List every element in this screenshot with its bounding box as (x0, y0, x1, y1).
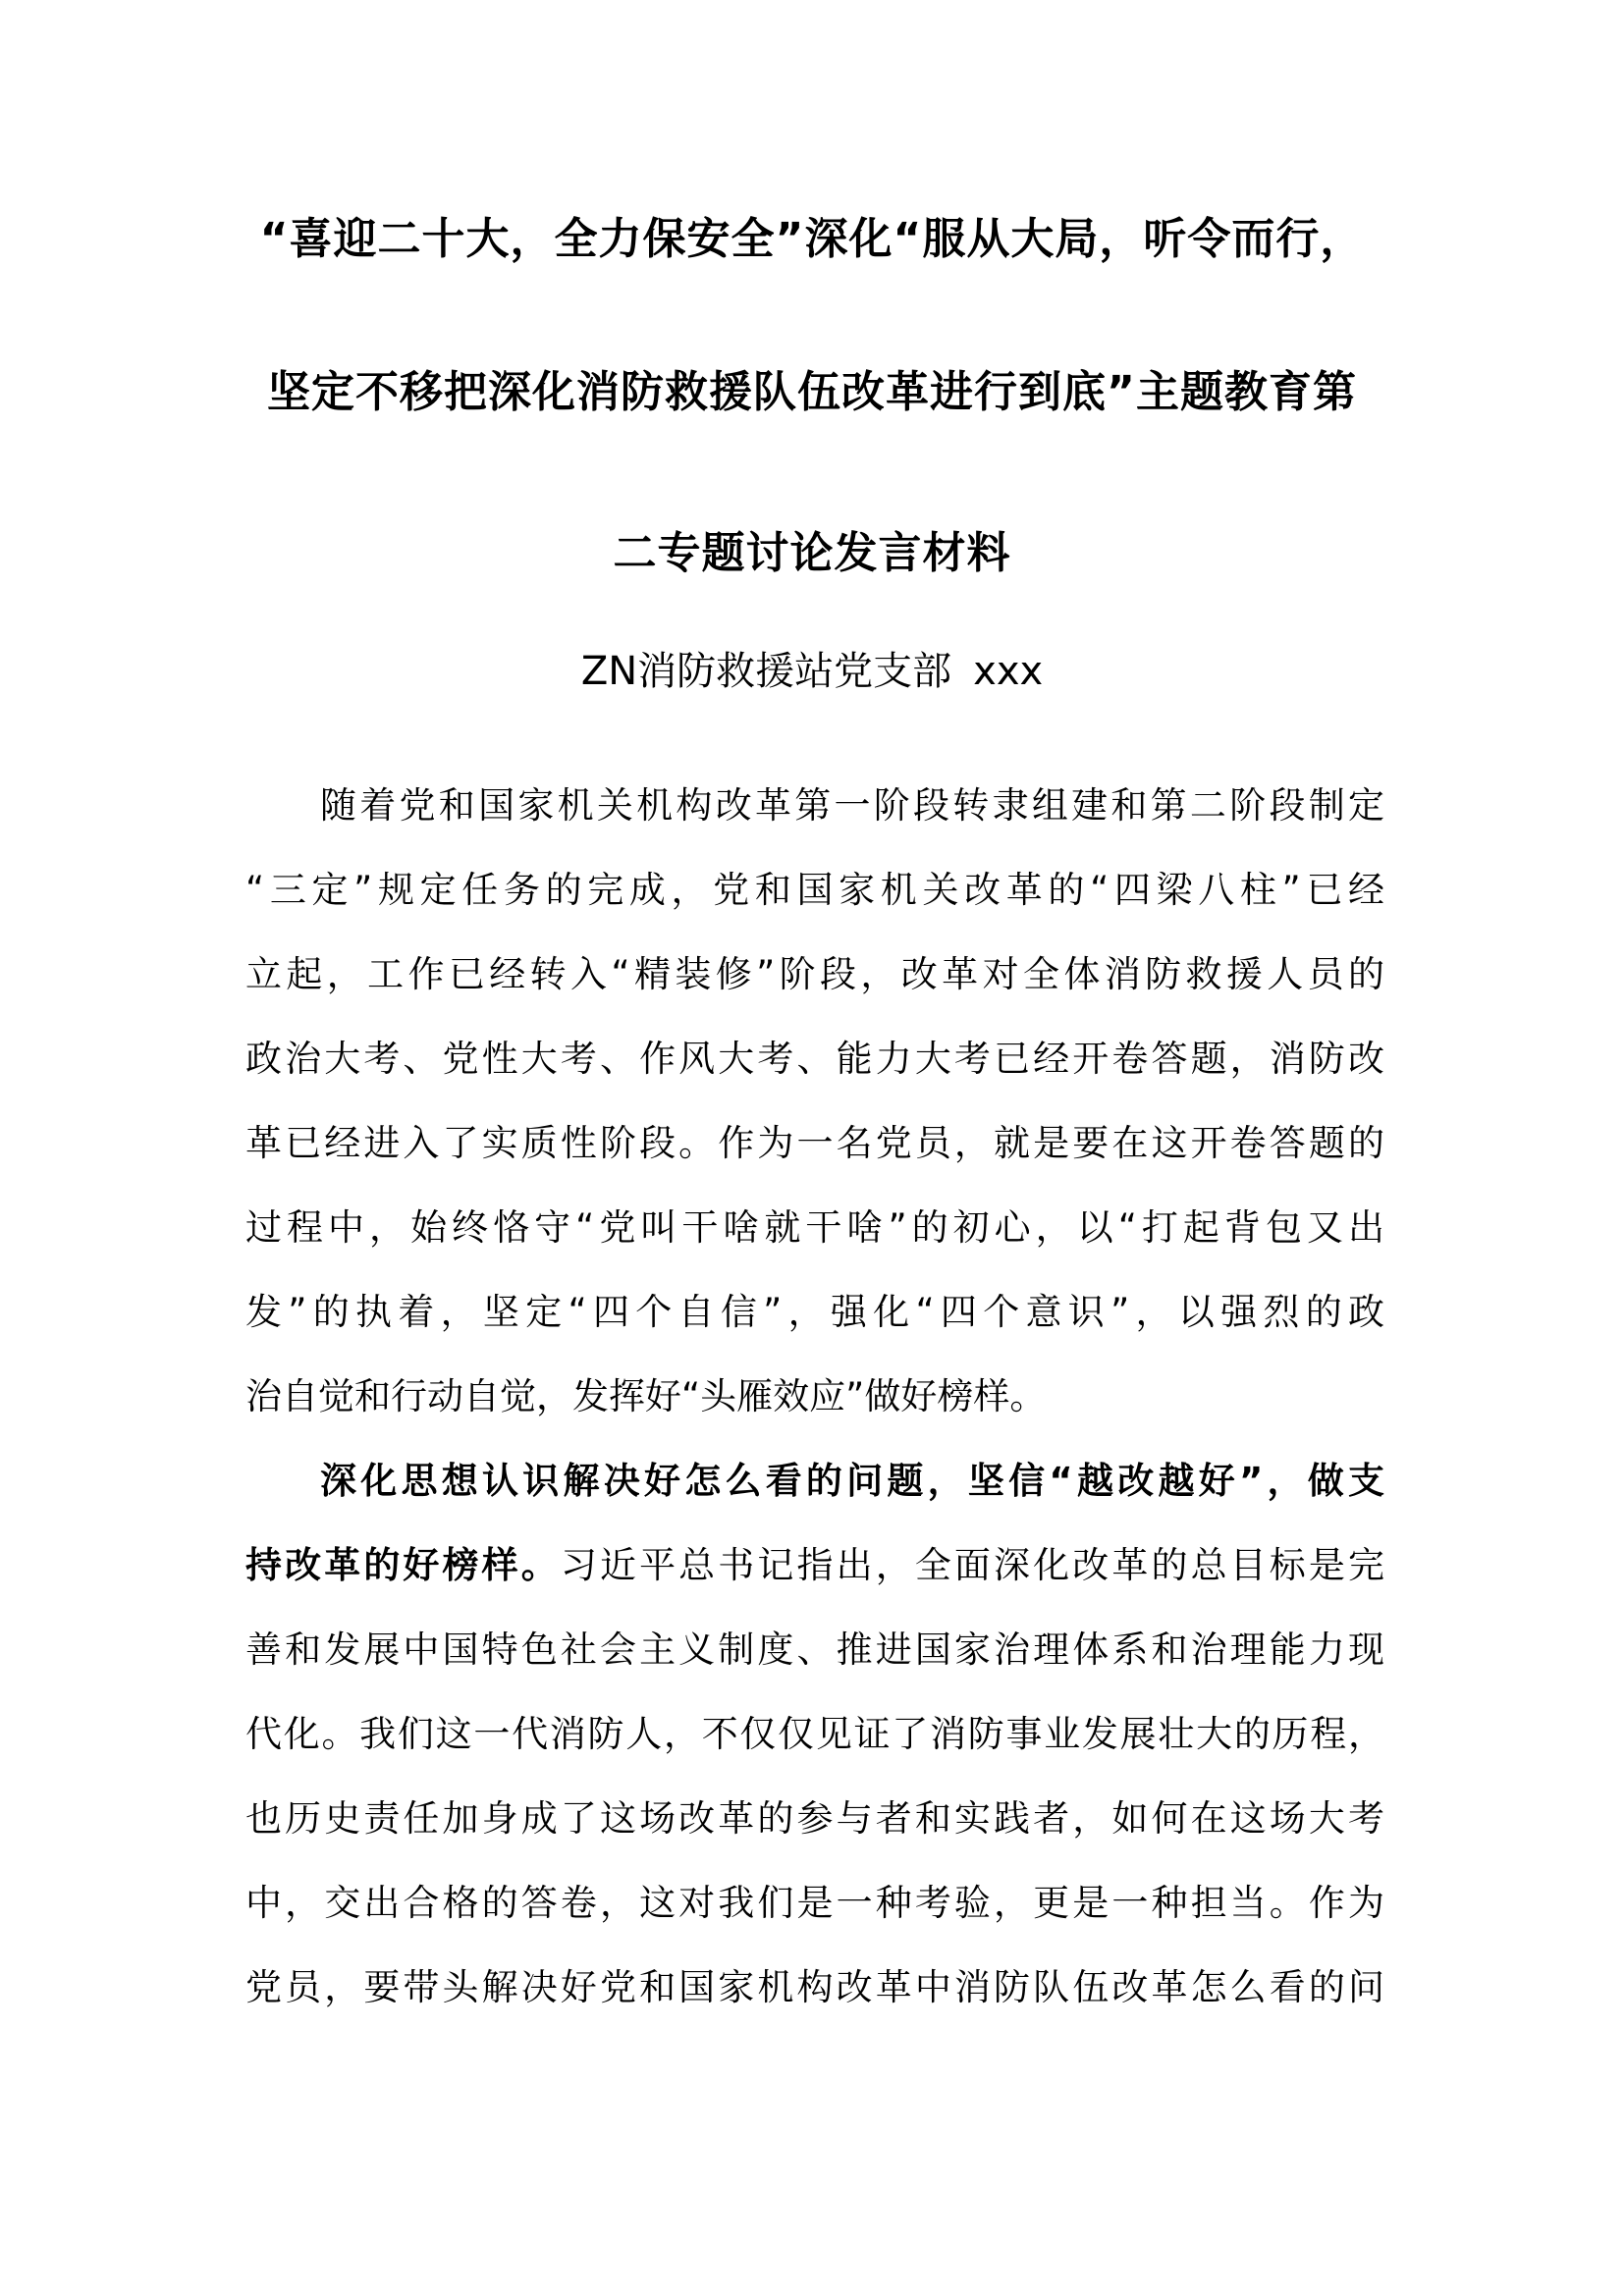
paragraph-1 (245, 764, 1384, 1439)
paragraph-line (245, 1523, 1384, 1608)
author-line (0, 644, 1624, 699)
author-org: ZN消防救援站党支部 (580, 649, 952, 694)
paragraph-line: 善和发展中国特色社会主义制度、推进国家治理体系和治理能力现 (245, 1629, 1384, 1671)
paragraph-line: 革已经进入了实质性阶段。作为一名党员，就是要在这开卷答题的 (245, 1122, 1384, 1164)
paragraph-line: 立起，工作已经转入“精装修”阶段，改革对全体消防救援人员的 (245, 953, 1384, 995)
paragraph-line: 治自觉和行动自觉，发挥好“头雁效应”做好榜样。 (245, 1375, 1047, 1417)
paragraph-2 (245, 1439, 1384, 2030)
paragraph-line: 代化。我们这一代消防人，不仅仅见证了消防事业发展壮大的历程， (245, 1713, 1384, 1755)
paragraph-line: “三定”规定任务的完成，党和国家机关改革的“四梁八柱”已经 (245, 869, 1384, 911)
document-title-line-3: 二专题讨论发言材料 (613, 528, 1011, 578)
paragraph-line-rest: 习近平总书记指出，全面深化改革的总目标是完 (560, 1544, 1385, 1586)
paragraph-line: 随着党和国家机关机构改革第一阶段转隶组建和第二阶段制定 (320, 784, 1384, 827)
section-heading-line-1: 深化思想认识解决好怎么看的问题，坚信“越改越好”，做支 (320, 1460, 1384, 1502)
document-title-line-1: “喜迎二十大，全力保安全”深化“服从大局，听令而行， (259, 214, 1365, 264)
author-name: xxx (973, 649, 1044, 694)
paragraph-line: 党员，要带头解决好党和国家机构改革中消防队伍改革怎么看的问 (245, 1966, 1384, 2008)
section-heading-line-2: 持改革的好榜样。 (245, 1544, 561, 1586)
paragraph-line: 政治大考、党性大考、作风大考、能力大考已经开卷答题，消防改 (245, 1038, 1384, 1080)
document-title-line-2: 坚定不移把深化消防救援队伍改革进行到底”主题教育第 (267, 367, 1357, 417)
paragraph-line: 发”的执着，坚定“四个自信”，强化“四个意识”，以强烈的政 (245, 1291, 1384, 1333)
paragraph-line: 也历史责任加身成了这场改革的参与者和实践者，如何在这场大考 (245, 1797, 1384, 1840)
paragraph-line: 中，交出合格的答卷，这对我们是一种考验，更是一种担当。作为 (245, 1882, 1384, 1924)
paragraph-line: 过程中，始终恪守“党叫干啥就干啥”的初心，以“打起背包又出 (245, 1206, 1384, 1249)
